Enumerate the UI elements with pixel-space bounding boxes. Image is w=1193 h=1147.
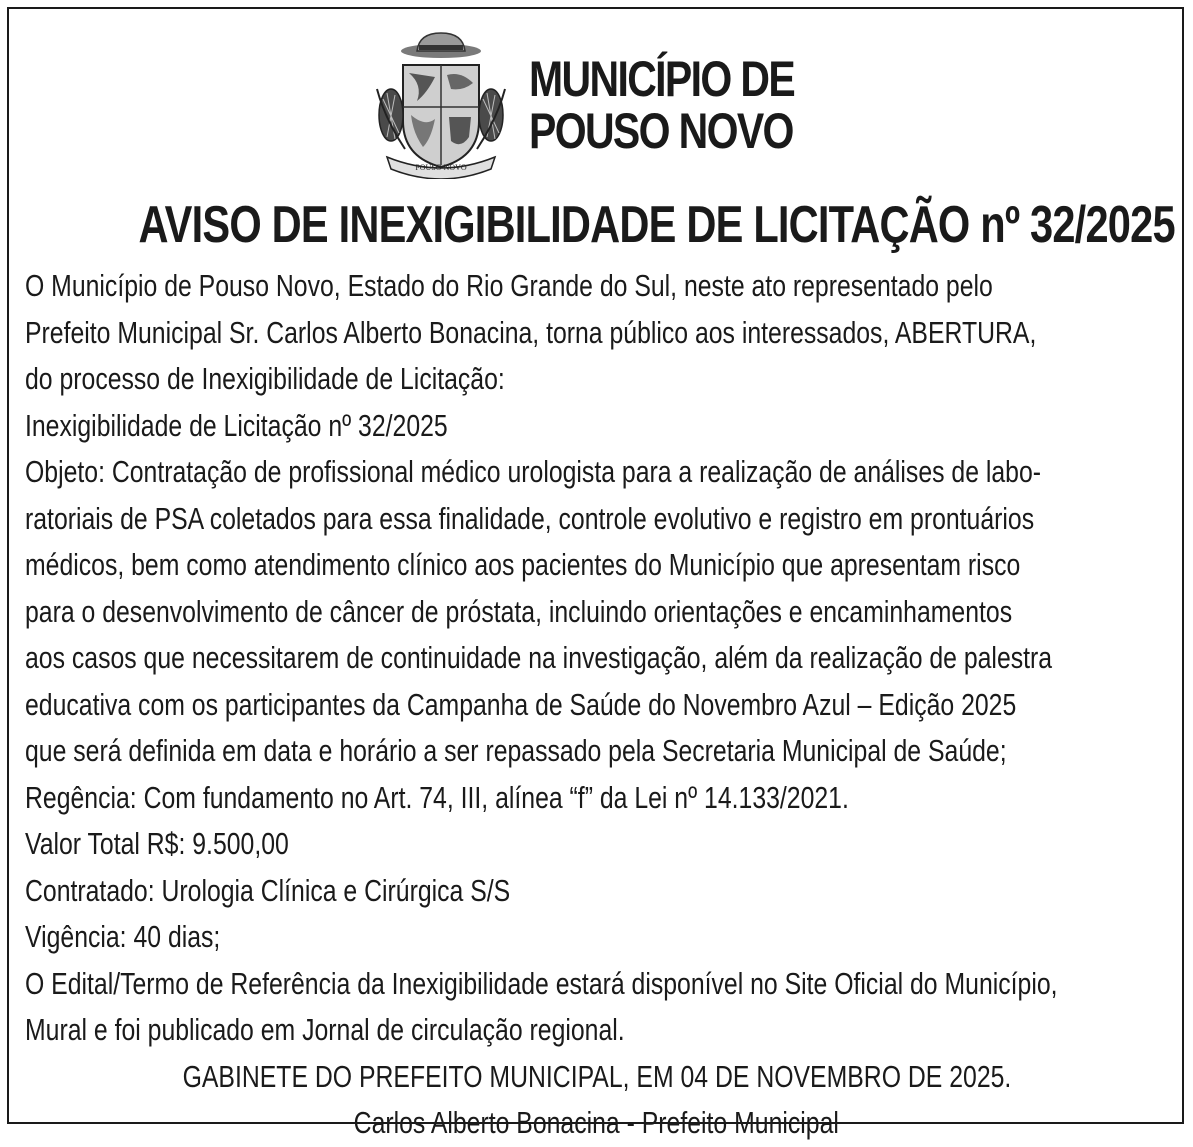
body-line-text: O Edital/Termo de Referência da Inexigibilidade estará disponível no Site Oficial do Município,: [25, 965, 1058, 1001]
body-line: [25, 682, 1168, 729]
body-line-text: Vigência: 40 dias;: [25, 919, 221, 954]
body-line: [25, 961, 1168, 1008]
body-line-text: Prefeito Municipal Sr. Carlos Alberto Bonacina, torna público aos interessados, ABERTURA,: [25, 314, 1037, 350]
body-line-text: médicos, bem como atendimento clínico aos pacientes do Município que apresentam risco: [25, 547, 1021, 582]
body-line: [25, 821, 1168, 868]
body-line: [25, 728, 1168, 775]
signature: [25, 1100, 1168, 1147]
body-line: [25, 310, 1168, 357]
body-line-text: para o desenvolvimento de câncer de próstata, incluindo orientações e encaminhamentos: [25, 593, 1013, 629]
body-line: [25, 356, 1168, 403]
closing-office-text: GABINETE DO PREFEITO MUNICIPAL, EM 04 DE NOVEMBRO DE 2025.: [182, 1058, 1011, 1094]
body-line: [25, 589, 1168, 636]
body-line-text: O Município de Pouso Novo, Estado do Rio Grande do Sul, neste ato representado pelo: [25, 268, 993, 303]
body-line-text: do processo de Inexigibilidade de Licitação:: [25, 361, 505, 396]
body-line-text: que será definida em data e horário a ser repassado pela Secretaria Municipal de Saúde;: [25, 733, 1007, 768]
notice-header: [9, 27, 1182, 187]
svg-text:POUSO NOVO: POUSO NOVO: [415, 163, 467, 172]
body-line-text: Mural e foi publicado em Jornal de circulação regional.: [25, 1012, 625, 1047]
body-line: [25, 263, 1168, 310]
body-line-text: Inexigibilidade de Licitação nº 32/2025: [25, 407, 448, 443]
signature-text: Carlos Alberto Bonacina - Prefeito Municipal: [353, 1105, 840, 1140]
municipality-name-line1: MUNICÍPIO DE: [529, 51, 795, 107]
body-line-text: ratoriais de PSA coletados para essa finalidade, controle evolutivo e registro em prontuários: [25, 500, 1035, 536]
body-line: [25, 449, 1168, 496]
body-line-text: Contratado: Urologia Clínica e Cirúrgica S/S: [25, 872, 511, 908]
body-line-text: Objeto: Contratação de profissional médico urologista para a realização de análises de labo-: [25, 454, 1042, 489]
body-line-text: Valor Total R$: 9.500,00: [25, 826, 289, 861]
body-line: [25, 914, 1168, 961]
body-line: [25, 868, 1168, 915]
municipality-name-line2: POUSO NOVO: [529, 103, 793, 159]
body-line: [25, 496, 1168, 543]
notice-frame: [7, 7, 1184, 1140]
closing-office: [25, 1054, 1168, 1101]
body-line: [25, 542, 1168, 589]
body-line-text: educativa com os participantes da Campanha de Saúde do Novembro Azul – Edição 2025: [25, 686, 1017, 722]
body-line-text: Regência: Com fundamento no Art. 74, III, alínea “f” da Lei nº 14.133/2021.: [25, 779, 849, 815]
notice-body: [25, 263, 1168, 1147]
body-line: [25, 403, 1168, 450]
notice-title: [9, 197, 1182, 253]
body-line: [25, 635, 1168, 682]
body-line-text: aos casos que necessitarem de continuidade na investigação, além da realização de palestra: [25, 640, 1053, 675]
municipality-name: [529, 53, 794, 157]
body-line: [25, 775, 1168, 822]
municipal-coat-of-arms-icon: [365, 29, 515, 179]
notice-title-text: AVISO DE INEXIGIBILIDADE DE LICITAÇÃO nº 32/2025: [138, 196, 1175, 254]
body-line: [25, 1007, 1168, 1054]
